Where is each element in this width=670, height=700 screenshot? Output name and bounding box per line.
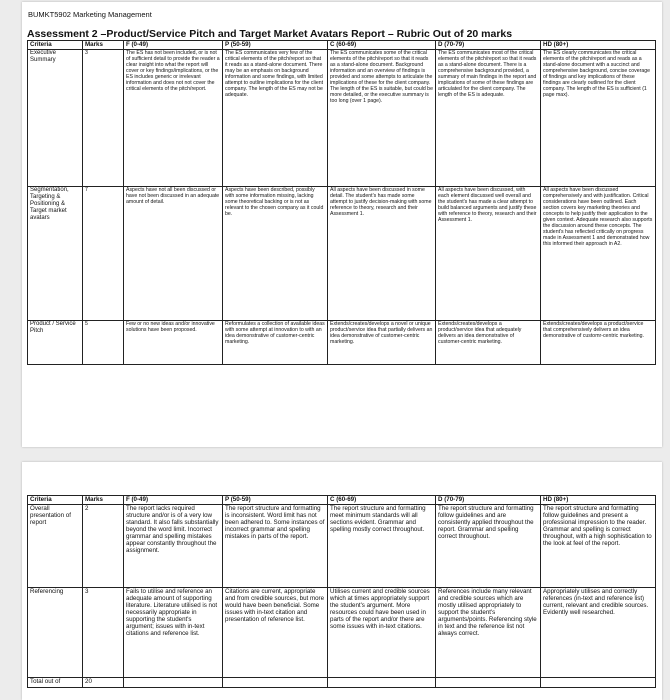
column-header-c: C (60-69) [328,496,436,505]
c-descriptor-cell: The report structure and formatting meet minimum standards will all sections evident. Grammar and spelling mostly correct throughout. [328,504,436,587]
criteria-cell: Segmentation, Targeting & Positioning & Target market avatars [28,186,83,320]
criteria-cell: Product / Service Pitch [28,320,83,364]
table-row [28,49,656,186]
table-row [28,320,656,364]
c-descriptor-cell: The ES communicates some of the critical elements of the pitch/report so that it reads as a stand-alone document. Background information and an overview of findings is provided and some attempts to articulate the implications of these for the client company. The length of the ES is suitable, but could be more detailed, or the executive summary is too long (over 1 page). [328,49,436,186]
empty-cell [124,677,223,687]
empty-cell [436,677,541,687]
p-descriptor-cell: Reformulates a collection of available ideas with some attempt at innovation to with an idea demonstrative of customer-centric marketing. [223,320,328,364]
rubric-table-page-2 [27,495,656,688]
hd-descriptor-cell: The ES clearly communicates the critical elements of the pitch/report and reads as a stand-alone document with a succinct and comprehensive background, concise coverage of findings and key implications of these findings are clearly outlined for the client company. The length of the ES is sufficient (1 page max). [541,49,656,186]
marks-cell: 3 [83,49,124,186]
f-descriptor-cell: Few or no new ideas and/or innovative solutions have been proposed. [124,320,223,364]
f-descriptor-cell: Aspects have not all been discussed or have not been discussed in an adequate amount of detail. [124,186,223,320]
hd-descriptor-cell: All aspects have been discussed comprehensively and with justification. Critical considerations have been outlined. Each section covers key marketing theories and concepts to help justify their application to the given context. Adequate research also supports the discussion around these concepts. The student's has reflected critically on progress made in Assessment 1 and demonstrated how this informed their approach in A2. [541,186,656,320]
document-page-2 [22,462,662,700]
column-header-f: F (0-49) [124,41,223,50]
table-row [28,587,656,677]
table-row [28,504,656,587]
c-descriptor-cell: Extends/creates/develops a novel or unique product/service idea that partially delivers an idea demonstrative of customer-centric marketing. [328,320,436,364]
column-header-criteria: Criteria [28,496,83,505]
d-descriptor-cell: The report structure and formatting follow guidelines and are consistently applied throughout the report. Grammar and spelling correct throughout. [436,504,541,587]
hd-descriptor-cell: Extends/creates/develops a product/service that comprehensively delivers an idea demonstrative of customr-centric marketing. [541,320,656,364]
document-title: Assessment 2 –Product/Service Pitch and Target Market Avatars Report – Rubric Out of 20 marks [27,28,513,40]
table-header-row [28,496,656,505]
column-header-p: P (50-59) [223,496,328,505]
p-descriptor-cell: The report structure and formatting is inconsistent. Word limit has not been adhered to. Some instances of incorrect grammar and spelling mistakes in parts of the report. [223,504,328,587]
column-header-d: D (70-79) [436,496,541,505]
d-descriptor-cell: The ES communicates most of the critical elements of the pitch/report so that it reads as a stand-alone document. There is a comprehensive background provided, a summary of main findings in the report and implications of some of these findings are articulated for the client company. The length of the ES is adequate. [436,49,541,186]
d-descriptor-cell: References include many relevant and credible sources which are mostly utilised appropriately to support the student's arguments/points. Referencing style in text and the reference list not always correct. [436,587,541,677]
course-header: BUMKT5902 Marketing Management [28,10,152,19]
table-row [28,186,656,320]
marks-cell: 5 [83,320,124,364]
hd-descriptor-cell: The report structure and formatting follow guidelines and present a professional impression to the reader. Grammar and spelling is correct throughout, with a high sophistication to the look at feel of the report. [541,504,656,587]
f-descriptor-cell: The ES has not been included, or is not of sufficient detail to provide the reader a clear insight into what the report will cover or key findings/implications, or the ES includes generic or irrelevant information and does not not cover the critical elements of the pitch/report. [124,49,223,186]
total-marks: 20 [83,677,124,687]
d-descriptor-cell: All aspects have been discussed, with each element discussed well overall and the student's has made a clear attempt to build balanced arguments and justify these with reference to theory, research and their Assessment 1. [436,186,541,320]
empty-cell [541,677,656,687]
total-label: Total out of [28,677,83,687]
empty-cell [223,677,328,687]
hd-descriptor-cell: Appropriately utilises and correctly references (in-text and reference list) current, relevant and credible sources. Evidently well researched. [541,587,656,677]
column-header-hd: HD (80+) [541,496,656,505]
rubric-table-page-1 [27,40,656,365]
c-descriptor-cell: Utilises current and credible sources which at times appropriately support the student's argument. More resources could have been used in parts of the report and/or there are some issues with in-text citations. [328,587,436,677]
marks-cell: 3 [83,587,124,677]
column-header-c: C (60-69) [328,41,436,50]
marks-cell: 2 [83,504,124,587]
empty-cell [328,677,436,687]
column-header-marks: Marks [83,496,124,505]
total-row [28,677,656,687]
p-descriptor-cell: Citations are current, appropriate and from credible sources, but more would have been beneficial. Some issues with in-text citation and presentation of reference list. [223,587,328,677]
f-descriptor-cell: The report lacks required structure and/or is of a very low standard. It also falls substantially beyond the word limit. Incorrect grammar and spelling mistakes appear constantly throughout the assignment. [124,504,223,587]
column-header-p: P (50-59) [223,41,328,50]
p-descriptor-cell: Aspects have been described, possibly with some information missing, lacking some theoretical backing or is not as relevant to the chosen company as it could be. [223,186,328,320]
document-page-1 [22,2,662,447]
column-header-marks: Marks [83,41,124,50]
d-descriptor-cell: Extends/creates/develops a product/service idea that adequately delivers an idea demonstrative of customer-centric marketing. [436,320,541,364]
c-descriptor-cell: All aspects have been discussed in some detail. The student's has made some attempt to justify decision-making with some reference to theory, research and their Assessment 1. [328,186,436,320]
table-header-row [28,41,656,50]
criteria-cell: Overall presentation of report [28,504,83,587]
column-header-d: D (70-79) [436,41,541,50]
column-header-f: F (0-49) [124,496,223,505]
f-descriptor-cell: Fails to utilise and reference an adequate amount of supporting literature. Literature utilised is not necessarily appropriate in supporting the student's argument; issues with in-text citations and reference list. [124,587,223,677]
marks-cell: 7 [83,186,124,320]
criteria-cell: Executive Summary [28,49,83,186]
column-header-criteria: Criteria [28,41,83,50]
criteria-cell: Referencing [28,587,83,677]
column-header-hd: HD (80+) [541,41,656,50]
p-descriptor-cell: The ES communicates very few of the critical elements of the pitch/report so that it reads as a stand-alone document. There may be an emphasis on background information and some findings, with limited attempt to outline implications for the client company. The length of the ES may not be adequate. [223,49,328,186]
